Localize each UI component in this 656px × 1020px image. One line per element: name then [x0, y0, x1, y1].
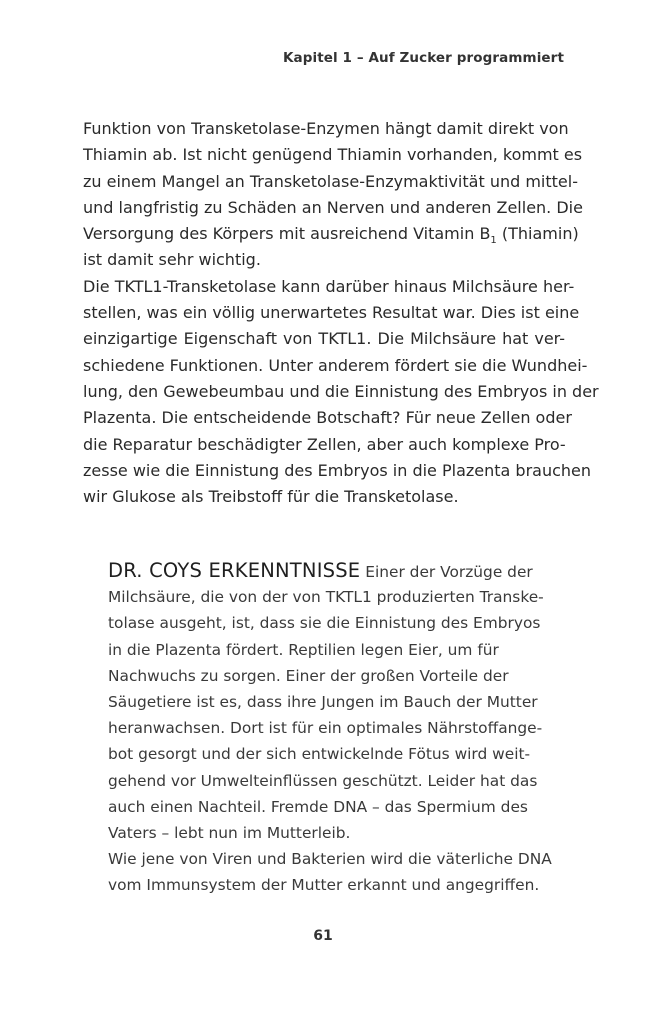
- insight-first-line-text: Einer der Vorzüge der: [360, 563, 533, 581]
- insight-line: vom Immunsystem der Mutter erkannt und angegriffen.: [108, 876, 540, 895]
- insight-line: in die Plazenta fördert. Reptilien legen Eier, um für: [108, 640, 499, 659]
- insight-line: Vaters – lebt nun im Mutterleib.: [108, 823, 351, 842]
- text-line: zesse wie die Einnistung des Embryos in die Plazenta brauchen: [83, 460, 592, 480]
- insight-line: Wie jene von Viren und Bakterien wird die väterliche DNA: [108, 850, 552, 869]
- text-line: Funktion von Transketolase-Enzymen hängt damit direkt von: [83, 119, 569, 138]
- main-text: [83, 116, 599, 510]
- text-line: und langfristig zu Schäden an Nerven und anderen Zellen. Die: [83, 197, 583, 217]
- text-line: schiedene Funktionen. Unter anderem fördert sie die Wundhei-: [83, 355, 588, 375]
- insight-heading: DR. COYS ERKENNTNISSE: [108, 559, 361, 582]
- insight-line: Nachwuchs zu sorgen. Einer der großen Vorteile der: [108, 666, 509, 685]
- text-line: zu einem Mangel an Transketolase-Enzymaktivität und mittel-: [83, 171, 578, 191]
- insight-line: bot gesorgt und der sich entwickelnde Fötus wird weit-: [108, 745, 531, 764]
- insight-first-line: [108, 558, 548, 584]
- text-line: Thiamin ab. Ist nicht genügend Thiamin vorhanden, kommt es: [83, 145, 583, 165]
- text-line: einzigartige Eigenschaft von TKTL1. Die Milchsäure hat ver-: [83, 329, 565, 349]
- insight-line: Milchsäure, die von der von TKTL1 produzierten Transke-: [108, 588, 544, 607]
- vitamin-text: Versorgung des Körpers mit ausreichend Vitamin B: [83, 224, 491, 244]
- text-line: die Reparatur beschädigter Zellen, aber auch komplexe Pro-: [83, 434, 566, 454]
- insight-line: tolase ausgeht, ist, dass sie die Einnistung des Embryos: [108, 614, 541, 633]
- text-line: Die TKTL1-Transketolase kann darüber hinaus Milchsäure her-: [83, 276, 575, 296]
- insight-line: gehend vor Umwelteinflüssen geschützt. Leider hat das: [108, 771, 538, 790]
- vitamin-subscript: 1: [490, 235, 497, 247]
- insight-box: [108, 558, 552, 898]
- insight-line: Säugetiere ist es, dass ihre Jungen im Bauch der Mutter: [108, 692, 538, 711]
- text-line: wir Glukose als Treibstoff für die Transketolase.: [83, 487, 459, 507]
- text-line: lung, den Gewebeumbau und die Einnistung des Embryos in der: [83, 381, 599, 401]
- vitamin-suffix: (Thiamin): [496, 224, 579, 244]
- running-header: Kapitel 1 – Auf Zucker programmiert: [282, 50, 564, 66]
- insight-line: auch einen Nachteil. Fremde DNA – das Spermium des: [108, 797, 528, 816]
- page-number: 61: [313, 928, 333, 944]
- text-line: Plazenta. Die entscheidende Botschaft? Für neue Zellen oder: [83, 408, 572, 428]
- insight-line: heranwachsen. Dort ist für ein optimales Nährstoffange-: [108, 719, 543, 738]
- text-line: ist damit sehr wichtig.: [83, 250, 261, 270]
- text-line: stellen, was ein völlig unerwartetes Resultat war. Dies ist eine: [83, 303, 580, 323]
- text-line-vitamin: [83, 221, 579, 247]
